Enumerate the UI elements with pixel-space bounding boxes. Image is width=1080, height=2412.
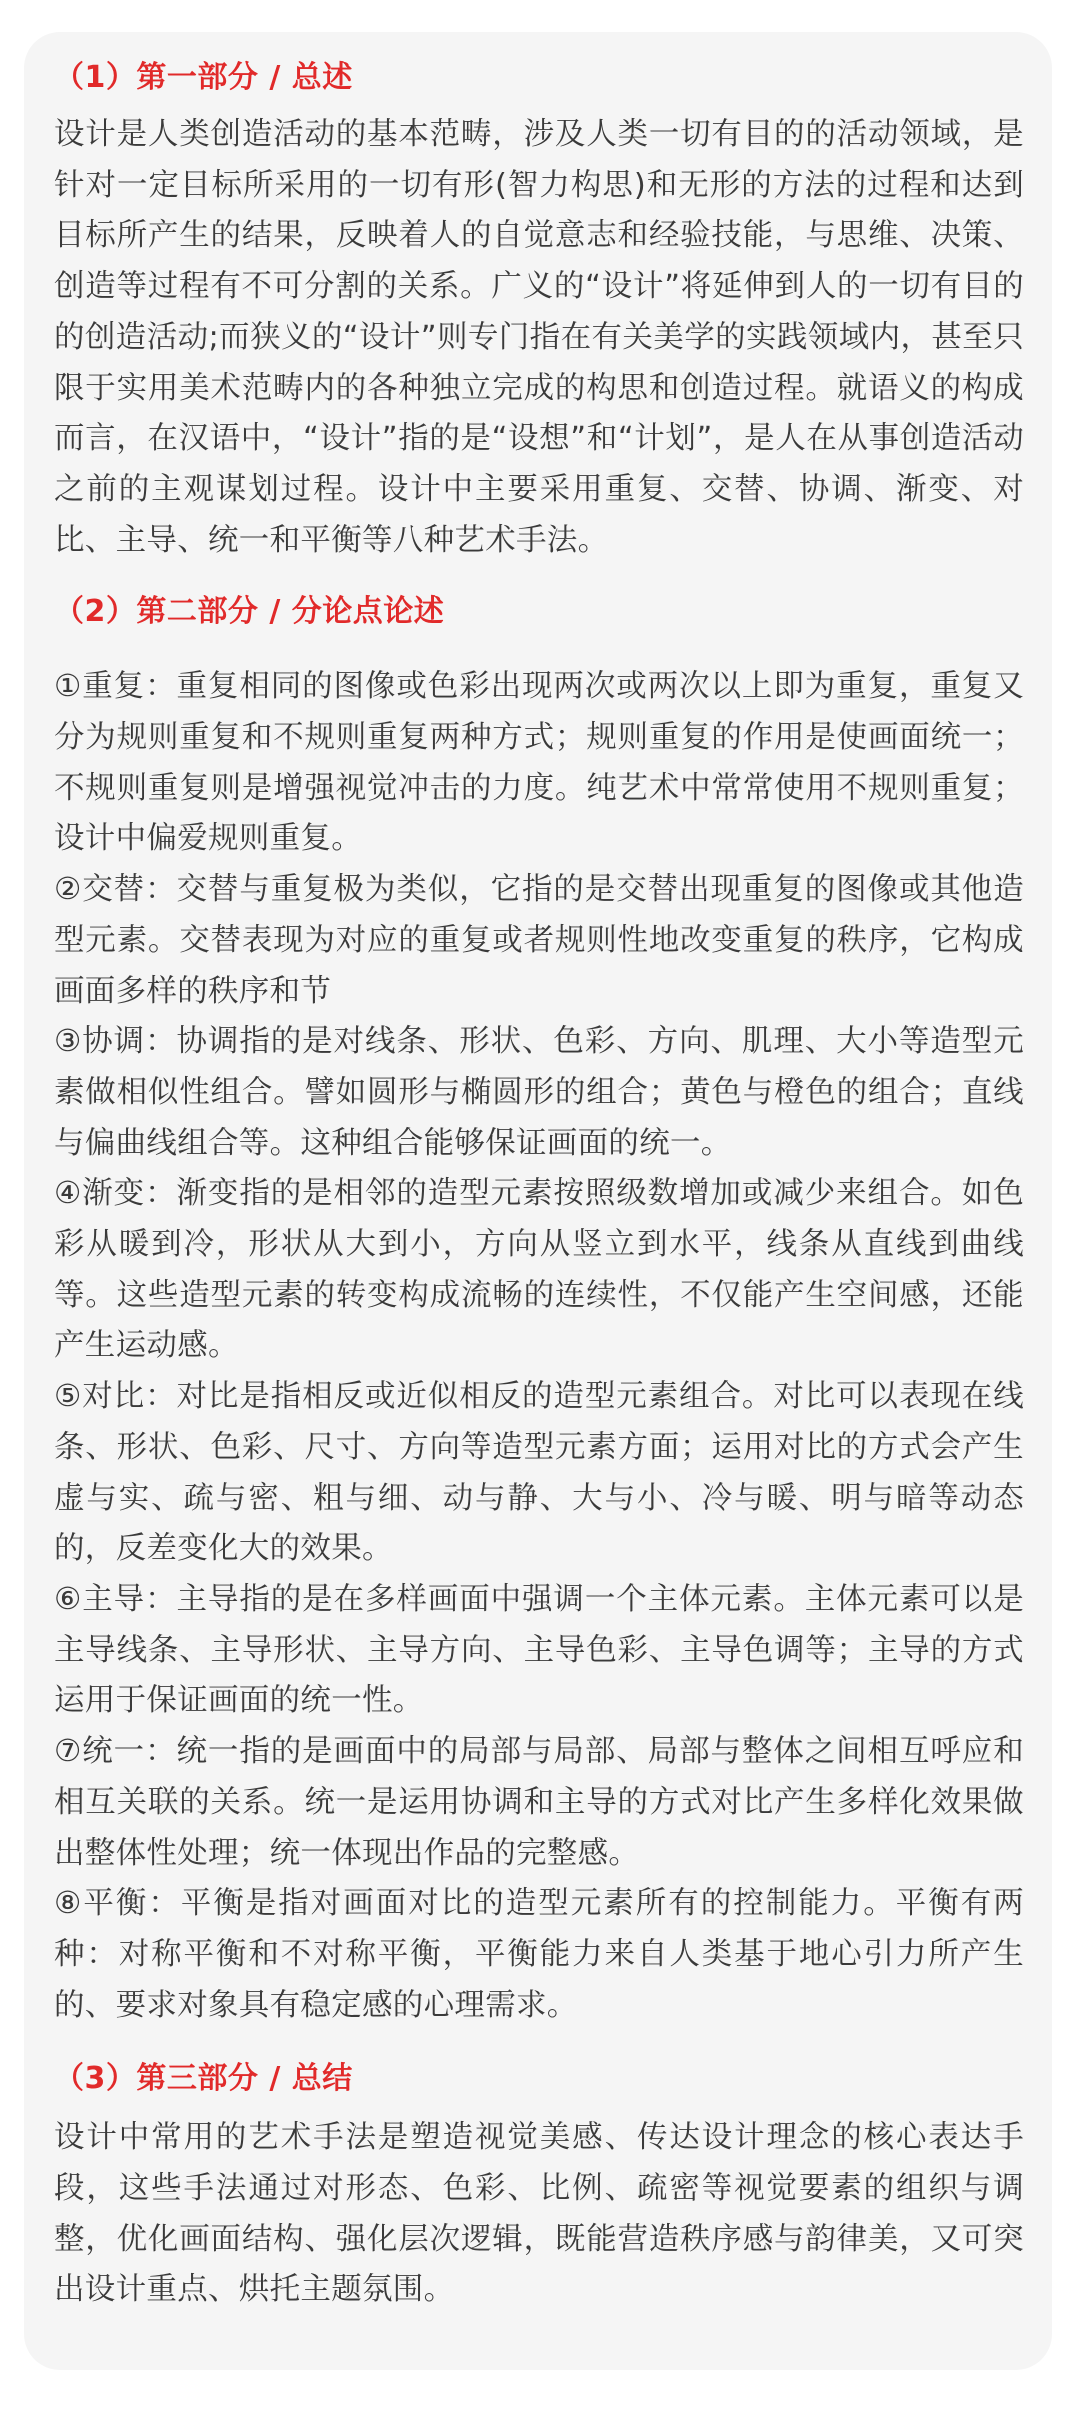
section3-body: 设计中常用的艺术手法是塑造视觉美感、传达设计理念的核心表达手段，这些手法通过对形态、色彩、比例、疏密等视觉要素的组织与调整，优化画面结构、强化层次逻辑，既能营造秩序感与韵律美，又可突出设计重点、烘托主题氛围。 xyxy=(54,2120,1024,2308)
list-item-balance: ⑧平衡：平衡是指对画面对比的造型元素所有的控制能力。平衡有两种：对称平衡和不对称平衡，平衡能力来自人类基于地心引力所产生的、要求对象具有稳定感的心理需求。 xyxy=(54,1886,1024,2023)
list-item-harmony: ③协调：协调指的是对线条、形状、色彩、方向、肌理、大小等造型元素做相似性组合。譬如圆形与椭圆形的组合；黄色与橙色的组合；直线与偏曲线组合等。这种组合能够保证画面的统一。 xyxy=(54,1024,1024,1161)
list-item-alternation: ②交替：交替与重复极为类似，它指的是交替出现重复的图像或其他造型元素。交替表现为对应的重复或者规则性地改变重复的秩序，它构成画面多样的秩序和节 xyxy=(54,872,1024,1009)
section3-heading: （3）第三部分 / 总结 xyxy=(54,2061,353,2097)
list-item-unity: ⑦统一：统一指的是画面中的局部与局部、局部与整体之间相互呼应和相互关联的关系。统一是运用协调和主导的方式对比产生多样化效果做出整体性处理；统一体现出作品的完整感。 xyxy=(54,1734,1024,1871)
list-item-contrast: ⑤对比：对比是指相反或近似相反的造型元素组合。对比可以表现在线条、形状、色彩、尺寸、方向等造型元素方面；运用对比的方式会产生虚与实、疏与密、粗与细、动与静、大与小、冷与暖、明与暗等动态的，反差变化大的效果。 xyxy=(54,1379,1024,1567)
list-item-dominance: ⑥主导：主导指的是在多样画面中强调一个主体元素。主体元素可以是主导线条、主导形状、主导方向、主导色彩、主导色调等；主导的方式运用于保证画面的统一性。 xyxy=(54,1581,1024,1719)
list-item-gradation: ④渐变：渐变指的是相邻的造型元素按照级数增加或减少来组合。如色彩从暖到冷，形状从大到小，方向从竖立到水平，线条从直线到曲线等。这些造型元素的转变构成流畅的连续性，不仅能产生空间感，还能产生运动感。 xyxy=(54,1176,1024,1364)
list-item-repetition: ①重复：重复相同的图像或色彩出现两次或两次以上即为重复，重复又分为规则重复和不规则重复两种方式；规则重复的作用是使画面统一；不规则重复则是增强视觉冲击的力度。纯艺术中常常使用不规则重复；设计中偏爱规则重复。 xyxy=(54,669,1024,857)
section1-heading: （1）第一部分 / 总述 xyxy=(54,60,353,95)
article-card xyxy=(24,32,1052,2370)
section1-body: 设计是人类创造活动的基本范畴，涉及人类一切有目的的活动领域，是针对一定目标所采用的一切有形(智力构思)和无形的方法的过程和达到目标所产生的结果，反映着人的自觉意志和经验技能，与思维、决策、创造等过程有不可分割的关系。广义的“设计”将延伸到人的一切有目的的创造活动;而狭义的“设计”则专门指在有关美学的实践领域内，甚至只限于实用美术范畴内的各种独立完成的构思和创造过程。就语义的构成而言，在汉语中，“设计”指的是“设想”和“计划”，是人在从事创造活动之前的主观谋划过程。设计中主要采用重复、交替、协调、渐变、对比、主导、统一和平衡等八种艺术手法。 xyxy=(54,117,1024,558)
section2-heading: （2）第二部分 / 分论点论述 xyxy=(54,594,445,630)
